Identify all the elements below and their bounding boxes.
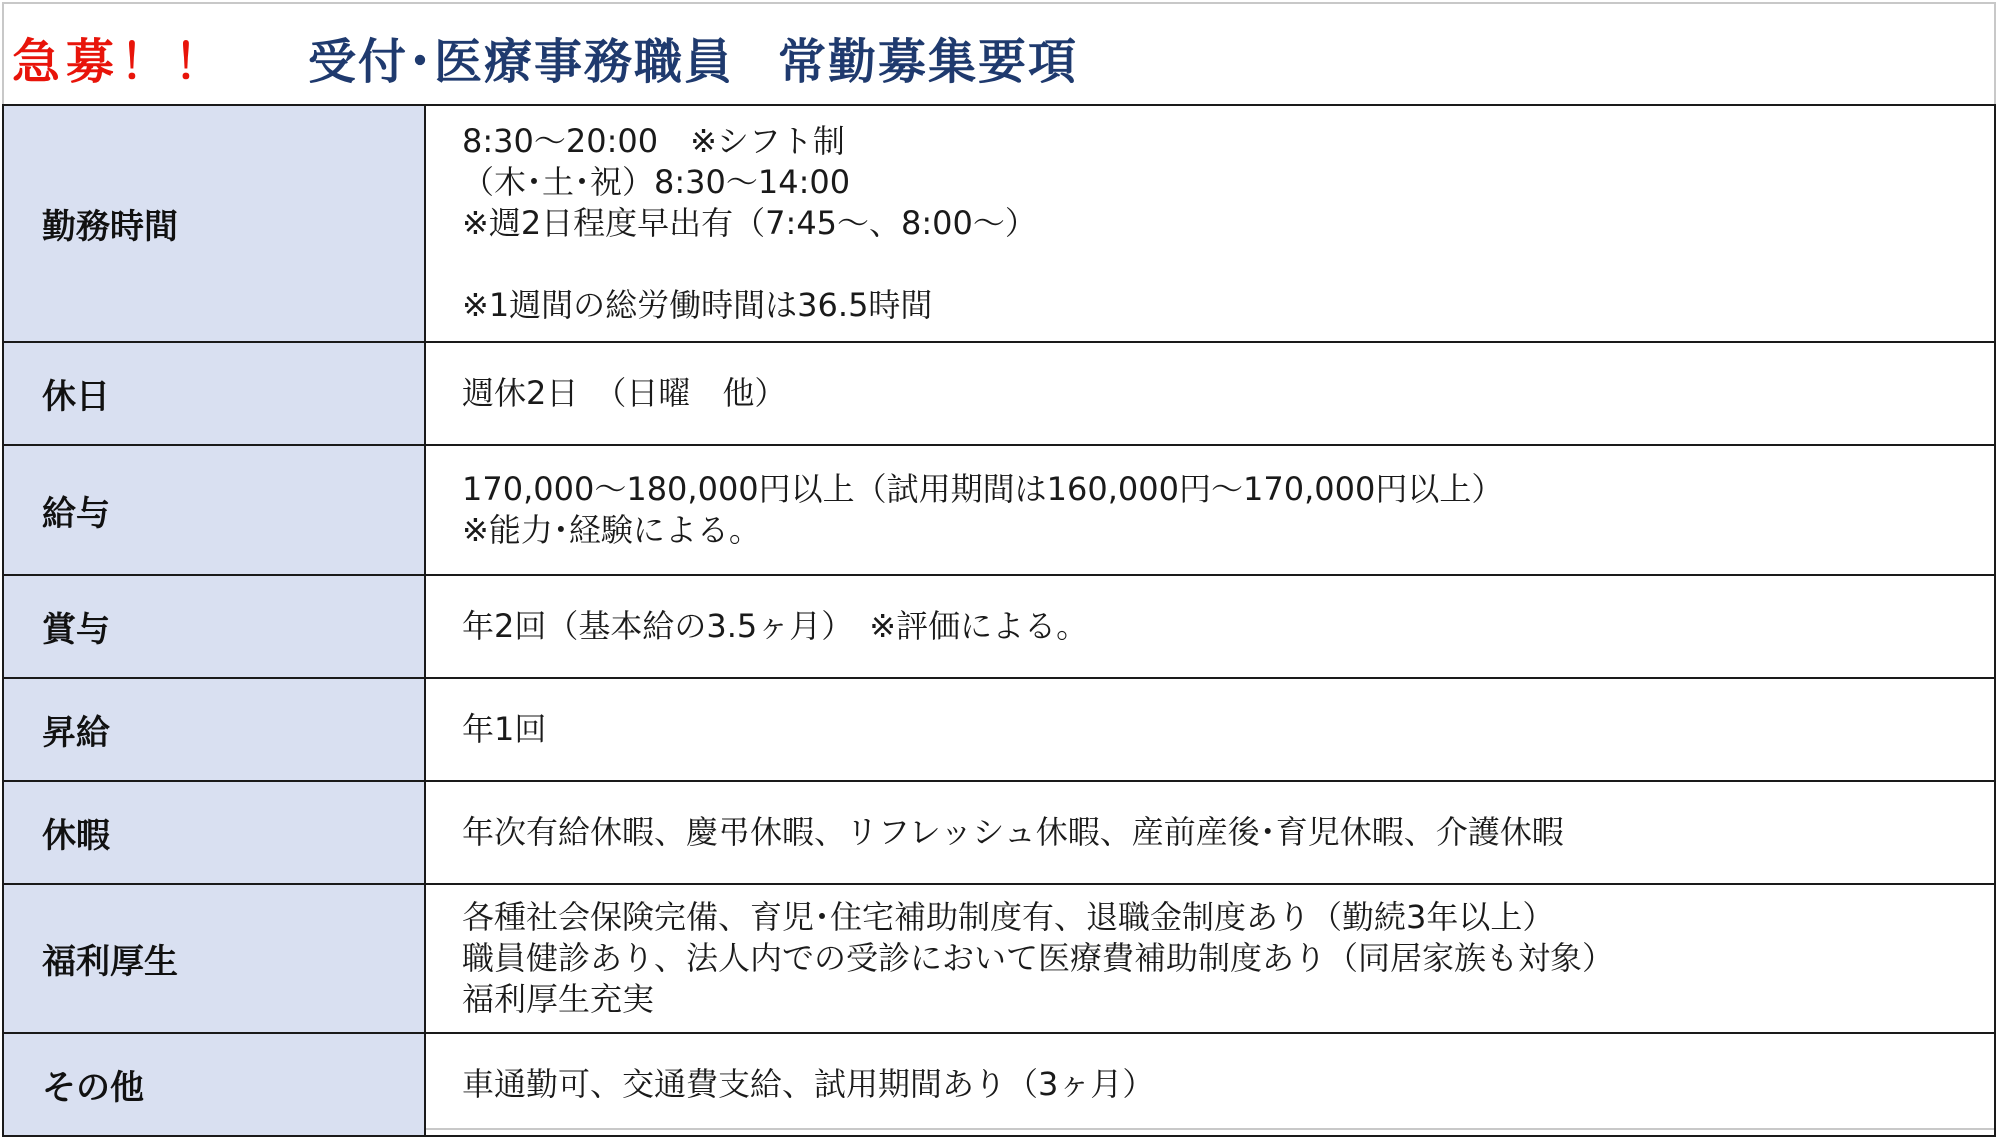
table-row bbox=[3, 575, 1995, 678]
table-row bbox=[3, 781, 1995, 884]
row-value bbox=[425, 678, 1995, 781]
row-value bbox=[425, 884, 1995, 1033]
row-label: 昇給 bbox=[3, 678, 425, 781]
row-label: その他 bbox=[3, 1033, 425, 1136]
value-line: 職員健診あり、法人内での受診において医療費補助制度あり（同居家族も対象） bbox=[462, 939, 1615, 977]
value-line: ※能力･経験による。 bbox=[462, 511, 761, 549]
value-line: 車通勤可、交通費支給、試用期間あり（3ヶ月） bbox=[462, 1065, 1155, 1103]
row-value bbox=[425, 575, 1995, 678]
value-line: 福利厚生充実 bbox=[462, 980, 655, 1018]
value-line: 週休2日 （日曜 他） bbox=[462, 374, 787, 412]
row-value bbox=[425, 445, 1995, 575]
value-line: 年次有給休暇、慶弔休暇、リフレッシュ休暇、産前産後･育児休暇、介護休暇 bbox=[462, 813, 1564, 851]
row-label: 休日 bbox=[3, 342, 425, 445]
value-line: 年2回（基本給の3.5ヶ月） ※評価による。 bbox=[462, 607, 1089, 645]
table-row bbox=[3, 445, 1995, 575]
table-row bbox=[3, 105, 1995, 342]
value-line: ※週2日程度早出有（7:45～、8:00～） bbox=[462, 204, 1037, 242]
value-line bbox=[462, 244, 1994, 285]
value-line: （木･土･祝）8:30～14:00 bbox=[462, 163, 851, 201]
row-value bbox=[425, 342, 1995, 445]
table-row bbox=[3, 884, 1995, 1033]
row-label: 賞与 bbox=[3, 575, 425, 678]
table-row bbox=[3, 342, 1995, 445]
row-value bbox=[425, 105, 1995, 342]
requirements-table bbox=[2, 104, 1996, 1137]
row-label: 福利厚生 bbox=[3, 884, 425, 1033]
title-main: 受付･医療事務職員 bbox=[308, 33, 735, 90]
row-label: 休暇 bbox=[3, 781, 425, 884]
value-line: ※1週間の総労働時間は36.5時間 bbox=[462, 286, 933, 324]
value-line: 170,000～180,000円以上（試用期間は160,000円～170,000円以上） bbox=[462, 470, 1504, 508]
title-urgent: 急募！！ bbox=[12, 33, 229, 90]
row-label: 勤務時間 bbox=[3, 105, 425, 342]
page-title bbox=[12, 22, 1078, 92]
table-row bbox=[3, 678, 1995, 781]
value-line: 年1回 bbox=[462, 710, 547, 748]
row-label: 給与 bbox=[3, 445, 425, 575]
row-value bbox=[425, 781, 1995, 884]
value-line: 8:30～20:00 ※シフト制 bbox=[462, 122, 845, 160]
value-line: 各種社会保険完備、育児･住宅補助制度有、退職金制度あり（勤続3年以上） bbox=[462, 898, 1555, 936]
row-value bbox=[425, 1033, 1995, 1136]
title-sub: 常勤募集要項 bbox=[778, 33, 1079, 90]
table-row bbox=[3, 1033, 1995, 1136]
